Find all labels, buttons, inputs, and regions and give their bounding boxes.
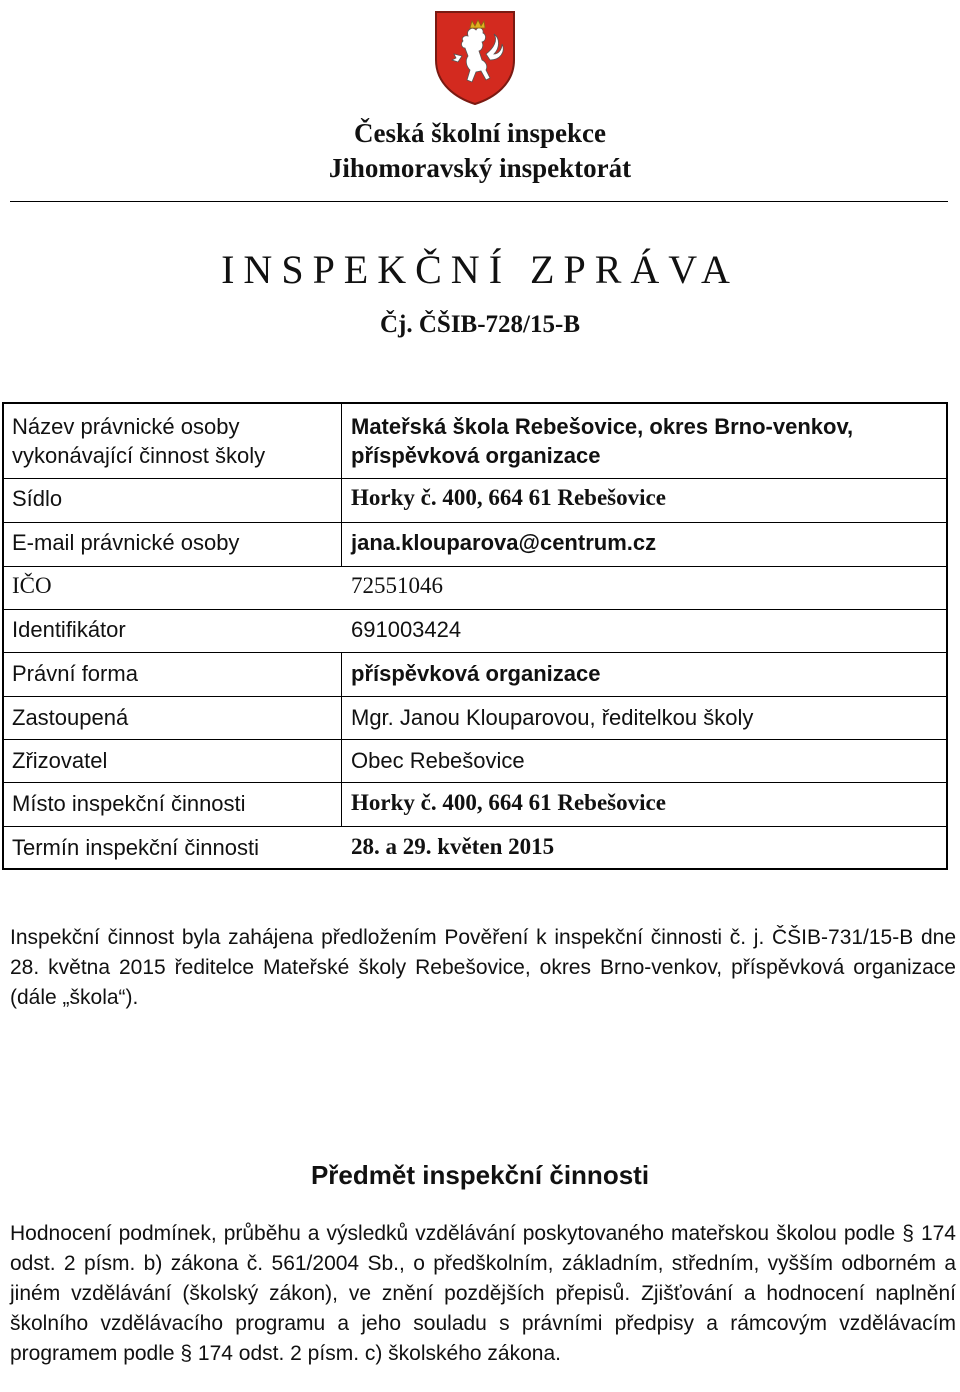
- pravni-forma-label: Právní forma: [12, 661, 138, 686]
- zastoupena-value: Mgr. Janou Klouparovou, ředitelkou školy: [351, 705, 754, 730]
- coat-of-arms-icon: [432, 8, 518, 106]
- header-divider: [10, 201, 948, 202]
- identifikator-label: Identifikátor: [12, 617, 126, 642]
- row-email: [4, 522, 946, 567]
- row-termin: [4, 826, 946, 868]
- termin-label: Termín inspekční činnosti: [12, 835, 259, 860]
- reference-number: Čj. ČŠIB-728/15-B: [379, 311, 580, 338]
- nazev-value: Mateřská škola Rebešovice, okres Brno-venkov,: [351, 414, 854, 439]
- termin-value: 28. a 29. květen 2015: [351, 834, 555, 859]
- subject-paragraph: Hodnocení podmínek, průběhu a výsledků vzdělávání poskytovaného mateřskou školou podle § 174 odst. 2 písm. b) zákona č. 561/2004 Sb., o předškolním, základním, středním, vyšším odborném a jiném vzdělávání (školský zákon), ve znění pozdějších přepisů. Zjišťování a hodnocení naplnění školního vzdělávacího programu a jeho souladu s právními předpisy a rámcovým vzdělávacím programem podle § 174 odst. 2 písm. c) školského zákona.: [10, 1222, 956, 1365]
- report-title: INSPEKČNÍ ZPRÁVA: [221, 247, 739, 292]
- nazev-value-2: příspěvková organizace: [351, 443, 601, 468]
- row-misto: [4, 782, 946, 827]
- misto-value: Horky č. 400, 664 61 Rebešovice: [351, 790, 666, 815]
- region-name: Jihomoravský inspektorát: [328, 153, 632, 183]
- sidlo-label: Sídlo: [12, 486, 63, 511]
- intro-paragraph: Inspekční činnost byla zahájena předložením Pověření k inspekční činnosti č. j. ČŠIB-731/15-B dne 28. května 2015 ředitelce Mateřské školy Rebešovice, okres Brno-venkov, příspěvková organizace (dále „škola“).: [10, 926, 956, 1009]
- section-heading: Předmět inspekční činnosti: [310, 1160, 650, 1190]
- zrizovatel-label: Zřizovatel: [12, 748, 108, 773]
- misto-label: Místo inspekční činnosti: [12, 791, 246, 816]
- ico-value: 72551046: [351, 573, 443, 598]
- sidlo-value: Horky č. 400, 664 61 Rebešovice: [351, 485, 666, 510]
- nazev-label-2: vykonávající činnost školy: [12, 443, 266, 468]
- row-nazev: [4, 404, 946, 479]
- row-pravni-forma: [4, 652, 946, 697]
- email-label: E-mail právnické osoby: [12, 530, 240, 555]
- row-zrizovatel: [4, 739, 946, 783]
- pravni-forma-value: příspěvková organizace: [351, 661, 601, 686]
- ico-label: IČO: [12, 573, 52, 598]
- nazev-label: Název právnické osoby: [12, 414, 240, 439]
- row-ico: [4, 566, 946, 610]
- row-zastoupena: [4, 696, 946, 740]
- zastoupena-label: Zastoupená: [12, 705, 129, 730]
- info-table: [2, 402, 948, 870]
- zrizovatel-value: Obec Rebešovice: [351, 748, 525, 773]
- row-identifikator: [4, 609, 946, 653]
- identifikator-value: 691003424: [351, 617, 462, 642]
- org-name: Česká školní inspekce: [353, 118, 607, 148]
- email-value: jana.klouparova@centrum.cz: [351, 530, 657, 555]
- row-sidlo: [4, 478, 946, 523]
